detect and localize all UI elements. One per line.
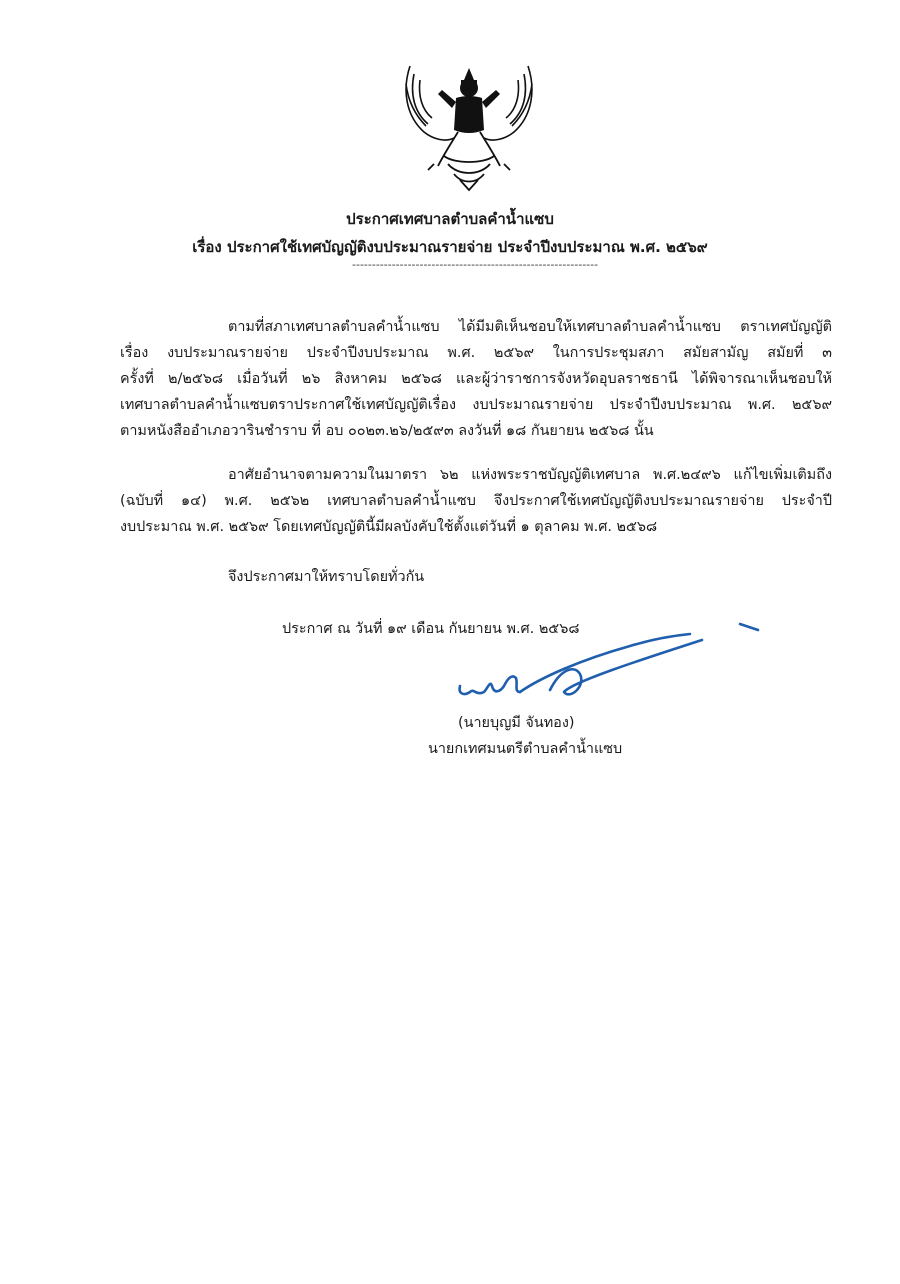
paragraph-2-line-2: (ฉบับที่ ๑๔) พ.ศ. ๒๕๖๒ เทศบาลตำบลคำน้ำแซบ จึงประกาศใช้เทศบัญญัติงบประมาณรายจ่าย ประจำปี [120,493,832,509]
title-divider: -------------------------------------------------------------- [352,258,599,271]
paragraph-1-line-1: ตามที่สภาเทศบาลตำบลคำน้ำแซบ ได้มีมติเห็นชอบให้เทศบาลตำบลคำน้ำแซบ ตราเทศบัญญัติ [228,319,832,335]
closing-statement: จึงประกาศมาให้ทราบโดยทั่วกัน [228,569,425,585]
paragraph-1-line-5: ตามหนังสืออำเภอวารินชำราบ ที่ อบ ๐๐๒๓.๒๖/๒๕๙๓ ลงวันที่ ๑๘ กันยายน ๒๕๖๘ นั้น [120,423,654,439]
announcement-subject: เรื่อง ประกาศใช้เทศบัญญัติงบประมาณรายจ่าย ประจำปีงบประมาณ พ.ศ. ๒๕๖๙ [192,238,708,256]
paragraph-2-line-1: อาศัยอำนาจตามความในมาตรา ๖๒ แห่งพระราชบัญญัติเทศบาล พ.ศ.๒๔๙๖ แก้ไขเพิ่มเติมถึง [228,467,832,483]
announcement-title: ประกาศเทศบาลตำบลคำน้ำแซบ [346,210,554,228]
paragraph-1-line-4: เทศบาลตำบลคำน้ำแซบตราประกาศใช้เทศบัญญัติเรื่อง งบประมาณรายจ่าย ประจำปีงบประมาณ พ.ศ. ๒๕๖๙ [120,397,832,413]
signer-position: นายกเทศมนตรีตำบลคำน้ำแซบ [428,741,623,757]
signer-name: (นายบุญมี จันทอง) [458,715,575,731]
announcement-date: ประกาศ ณ วันที่ ๑๙ เดือน กันยายน พ.ศ. ๒๕๖๘ [282,621,580,637]
garuda-emblem [398,60,540,192]
paragraph-1-line-2: เรื่อง งบประมาณรายจ่าย ประจำปีงบประมาณ พ.ศ. ๒๕๖๙ ในการประชุมสภา สมัยสามัญ สมัยที่ ๓ [120,345,832,361]
handwritten-signature [440,630,760,720]
paragraph-2-line-3: งบประมาณ พ.ศ. ๒๕๖๙ โดยเทศบัญญัตินี้มีผลบังคับใช้ตั้งแต่วันที่ ๑ ตุลาคม พ.ศ. ๒๕๖๘ [120,519,658,535]
paragraph-1-line-3: ครั้งที่ ๒/๒๕๖๘ เมื่อวันที่ ๒๖ สิงหาคม ๒๕๖๘ และผู้ว่าราชการจังหวัดอุบลราชธานี ได้พิจารณาเห็นชอบให้ [120,371,832,387]
